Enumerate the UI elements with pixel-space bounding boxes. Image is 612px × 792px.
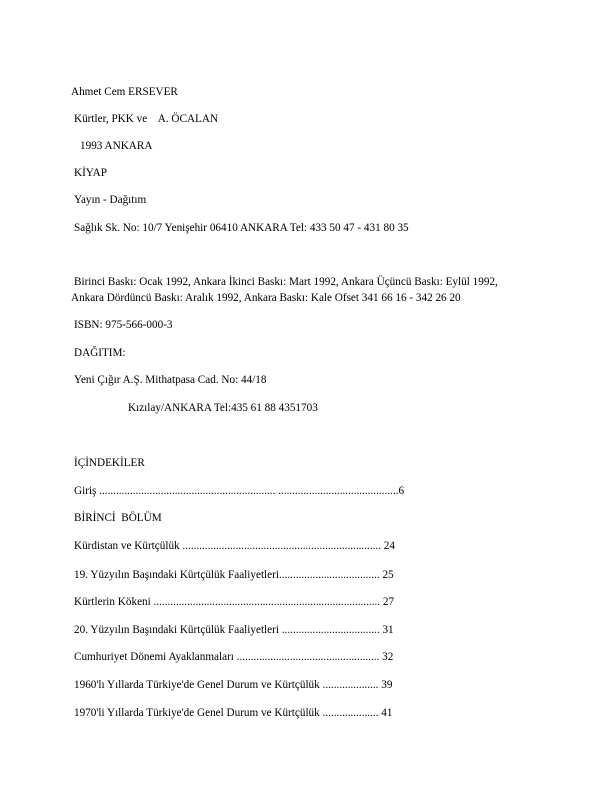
book-title: Kürtler, PKK ve A. ÖCALAN xyxy=(74,113,219,125)
toc-entry: 1970'li Yıllarda Türkiye'de Genel Durum ve Kürtçülük .................... 41 xyxy=(74,707,393,719)
distributor-city: Kızılay/ANKARA Tel:435 61 88 4351703 xyxy=(128,402,318,414)
toc-entry: 1960'lı Yıllarda Türkiye'de Genel Durum ve Kürtçülük .................... 39 xyxy=(74,679,393,691)
editions-line-1: Birinci Baskı: Ocak 1992, Ankara İkinci Baskı: Mart 1992, Ankara Üçüncü Baskı: Eylül 1992, xyxy=(74,276,498,288)
author-name: Ahmet Cem ERSEVER xyxy=(71,86,178,98)
editions-line-2: Ankara Dördüncü Baskı: Aralık 1992, Ankara Baskı: Kale Ofset 341 66 16 - 342 26 20 xyxy=(71,292,461,304)
publisher-address: Sağlık Sk. No: 10/7 Yenişehir 06410 ANKARA Tel: 433 50 47 - 431 80 35 xyxy=(74,222,409,234)
publisher-description: Yayın - Dağıtım xyxy=(74,194,147,206)
toc-entry-intro: Giriş ............................................................... ...........................................6 xyxy=(74,485,405,497)
toc-entry: Kürtlerin Kökeni ................................................................................. 27 xyxy=(74,596,395,608)
toc-entry: Kürdistan ve Kürtçülük ....................................................................... 24 xyxy=(74,540,395,552)
year-city: 1993 ANKARA xyxy=(80,140,153,152)
isbn: ISBN: 975-566-000-3 xyxy=(74,319,173,331)
toc-part-heading: BİRİNCİ BÖLÜM xyxy=(74,512,162,524)
toc-entry: 20. Yüzyılın Başındaki Kürtçülük Faaliyetleri ................................... 31 xyxy=(74,624,394,636)
toc-entry: 19. Yüzyılın Başındaki Kürtçülük Faaliyetleri.................................... 25 xyxy=(74,569,394,581)
toc-entry: Cumhuriyet Dönemi Ayaklanmaları ................................................... 32 xyxy=(74,651,394,663)
distributor-address: Yeni Çığır A.Ş. Mithatpasa Cad. No: 44/18 xyxy=(74,374,267,386)
publisher-name: KİYAP xyxy=(74,167,107,179)
distribution-label: DAĞITIM: xyxy=(74,347,126,359)
toc-heading: İÇİNDEKİLER xyxy=(74,457,145,469)
